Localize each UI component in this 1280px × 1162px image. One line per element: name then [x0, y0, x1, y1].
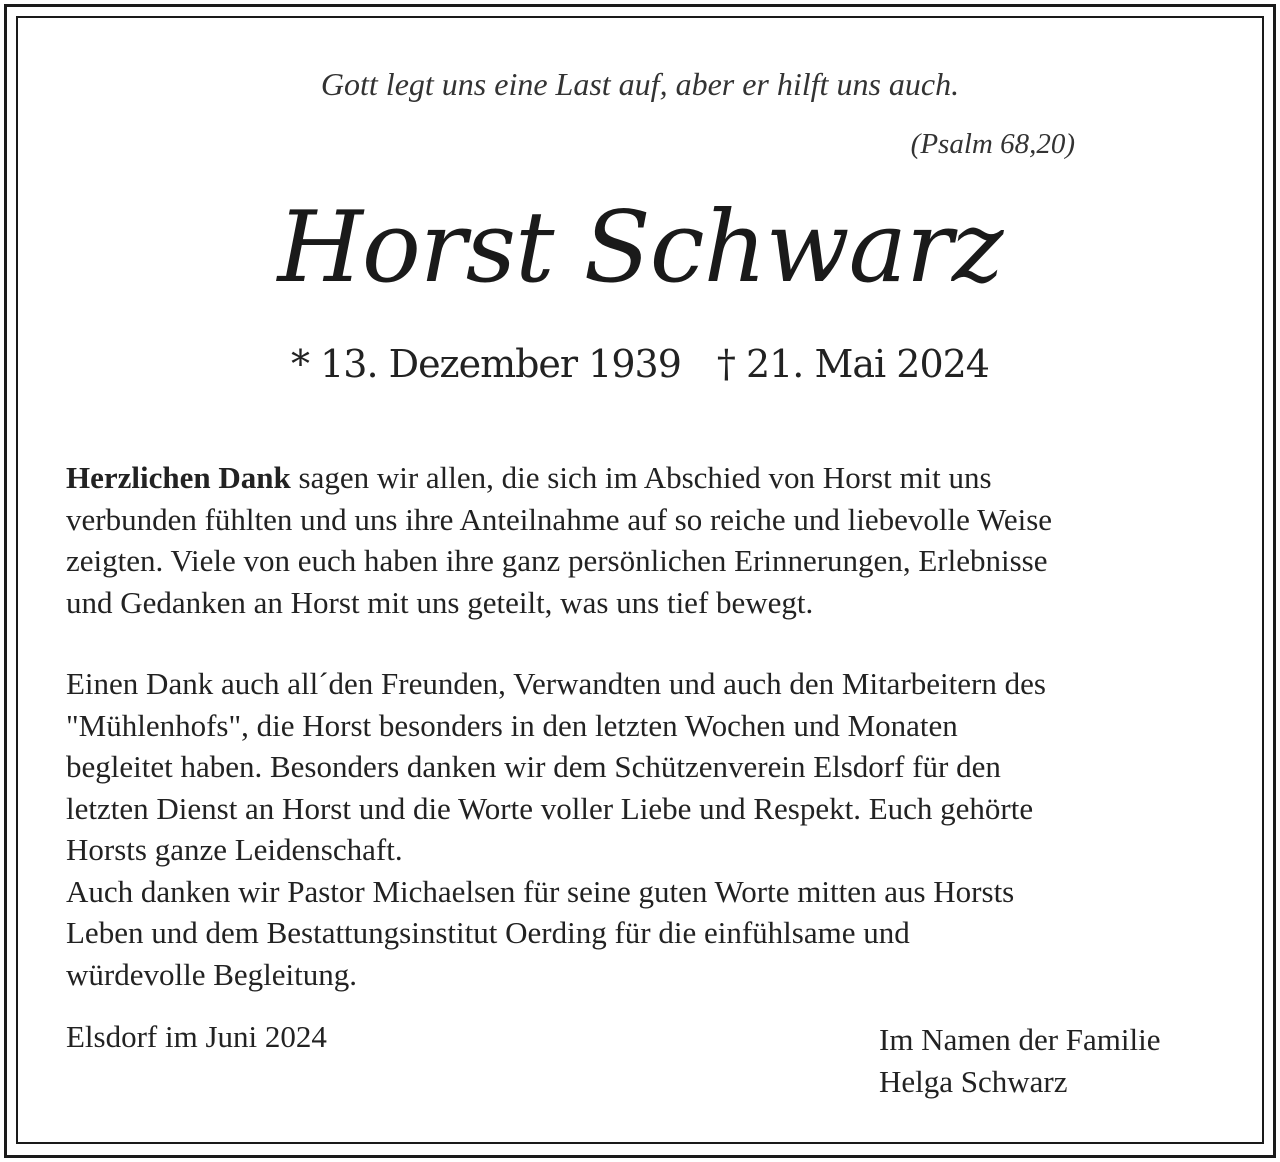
- text-line-rest: sagen wir allen, die sich im Abschied von Horst mit uns: [290, 460, 992, 495]
- text-line: zeigten. Viele von euch haben ihre ganz persönlichen Erinnerungen, Erlebnisse: [66, 543, 1048, 578]
- text-line: [66, 457, 1216, 499]
- text-line: begleitet haben. Besonders danken wir dem Schützenverein Elsdorf für den: [66, 749, 1001, 784]
- text-line: verbunden fühlten und uns ihre Anteilnahme auf so reiche und liebevolle Weise: [66, 501, 1053, 537]
- text-line: Einen Dank auch all´den Freunden, Verwandten und auch den Mitarbeitern des: [66, 666, 1046, 701]
- life-dates: [0, 342, 1280, 386]
- place-and-date: Elsdorf im Juni 2024: [66, 1019, 327, 1054]
- bible-quote-source: (Psalm 68,20): [910, 128, 1075, 160]
- birth-date: * 13. Dezember 1939: [291, 342, 681, 386]
- text-line: Leben und dem Bestattungsinstitut Oerding für die einfühlsame und: [66, 915, 910, 950]
- text-line: Auch danken wir Pastor Michaelsen für seine guten Worte mitten aus Horsts: [66, 873, 1015, 909]
- text-line: letzten Dienst an Horst und die Worte voller Liebe und Respekt. Euch gehörte: [66, 790, 1034, 826]
- death-date: † 21. Mai 2024: [716, 342, 989, 386]
- text-line: "Mühlenhofs", die Horst besonders in den letzten Wochen und Monaten: [66, 707, 958, 743]
- bold-lead: Herzlichen Dank: [66, 460, 291, 495]
- signature-line: Im Namen der Familie: [879, 1022, 1161, 1057]
- deceased-name: Horst Schwarz: [277, 191, 1003, 305]
- family-signature: [879, 1019, 1161, 1102]
- text-line: würdevolle Begleitung.: [66, 956, 357, 992]
- thanks-paragraph-2: [66, 663, 1216, 995]
- bible-quote: Gott legt uns eine Last auf, aber er hilft uns auch.: [320, 66, 960, 102]
- signature-name: Helga Schwarz: [879, 1063, 1068, 1099]
- thanks-paragraph-1: [66, 457, 1216, 623]
- text-line: Horsts ganze Leidenschaft.: [66, 832, 403, 867]
- text-line: und Gedanken an Horst mit uns geteilt, was uns tief bewegt.: [66, 584, 814, 620]
